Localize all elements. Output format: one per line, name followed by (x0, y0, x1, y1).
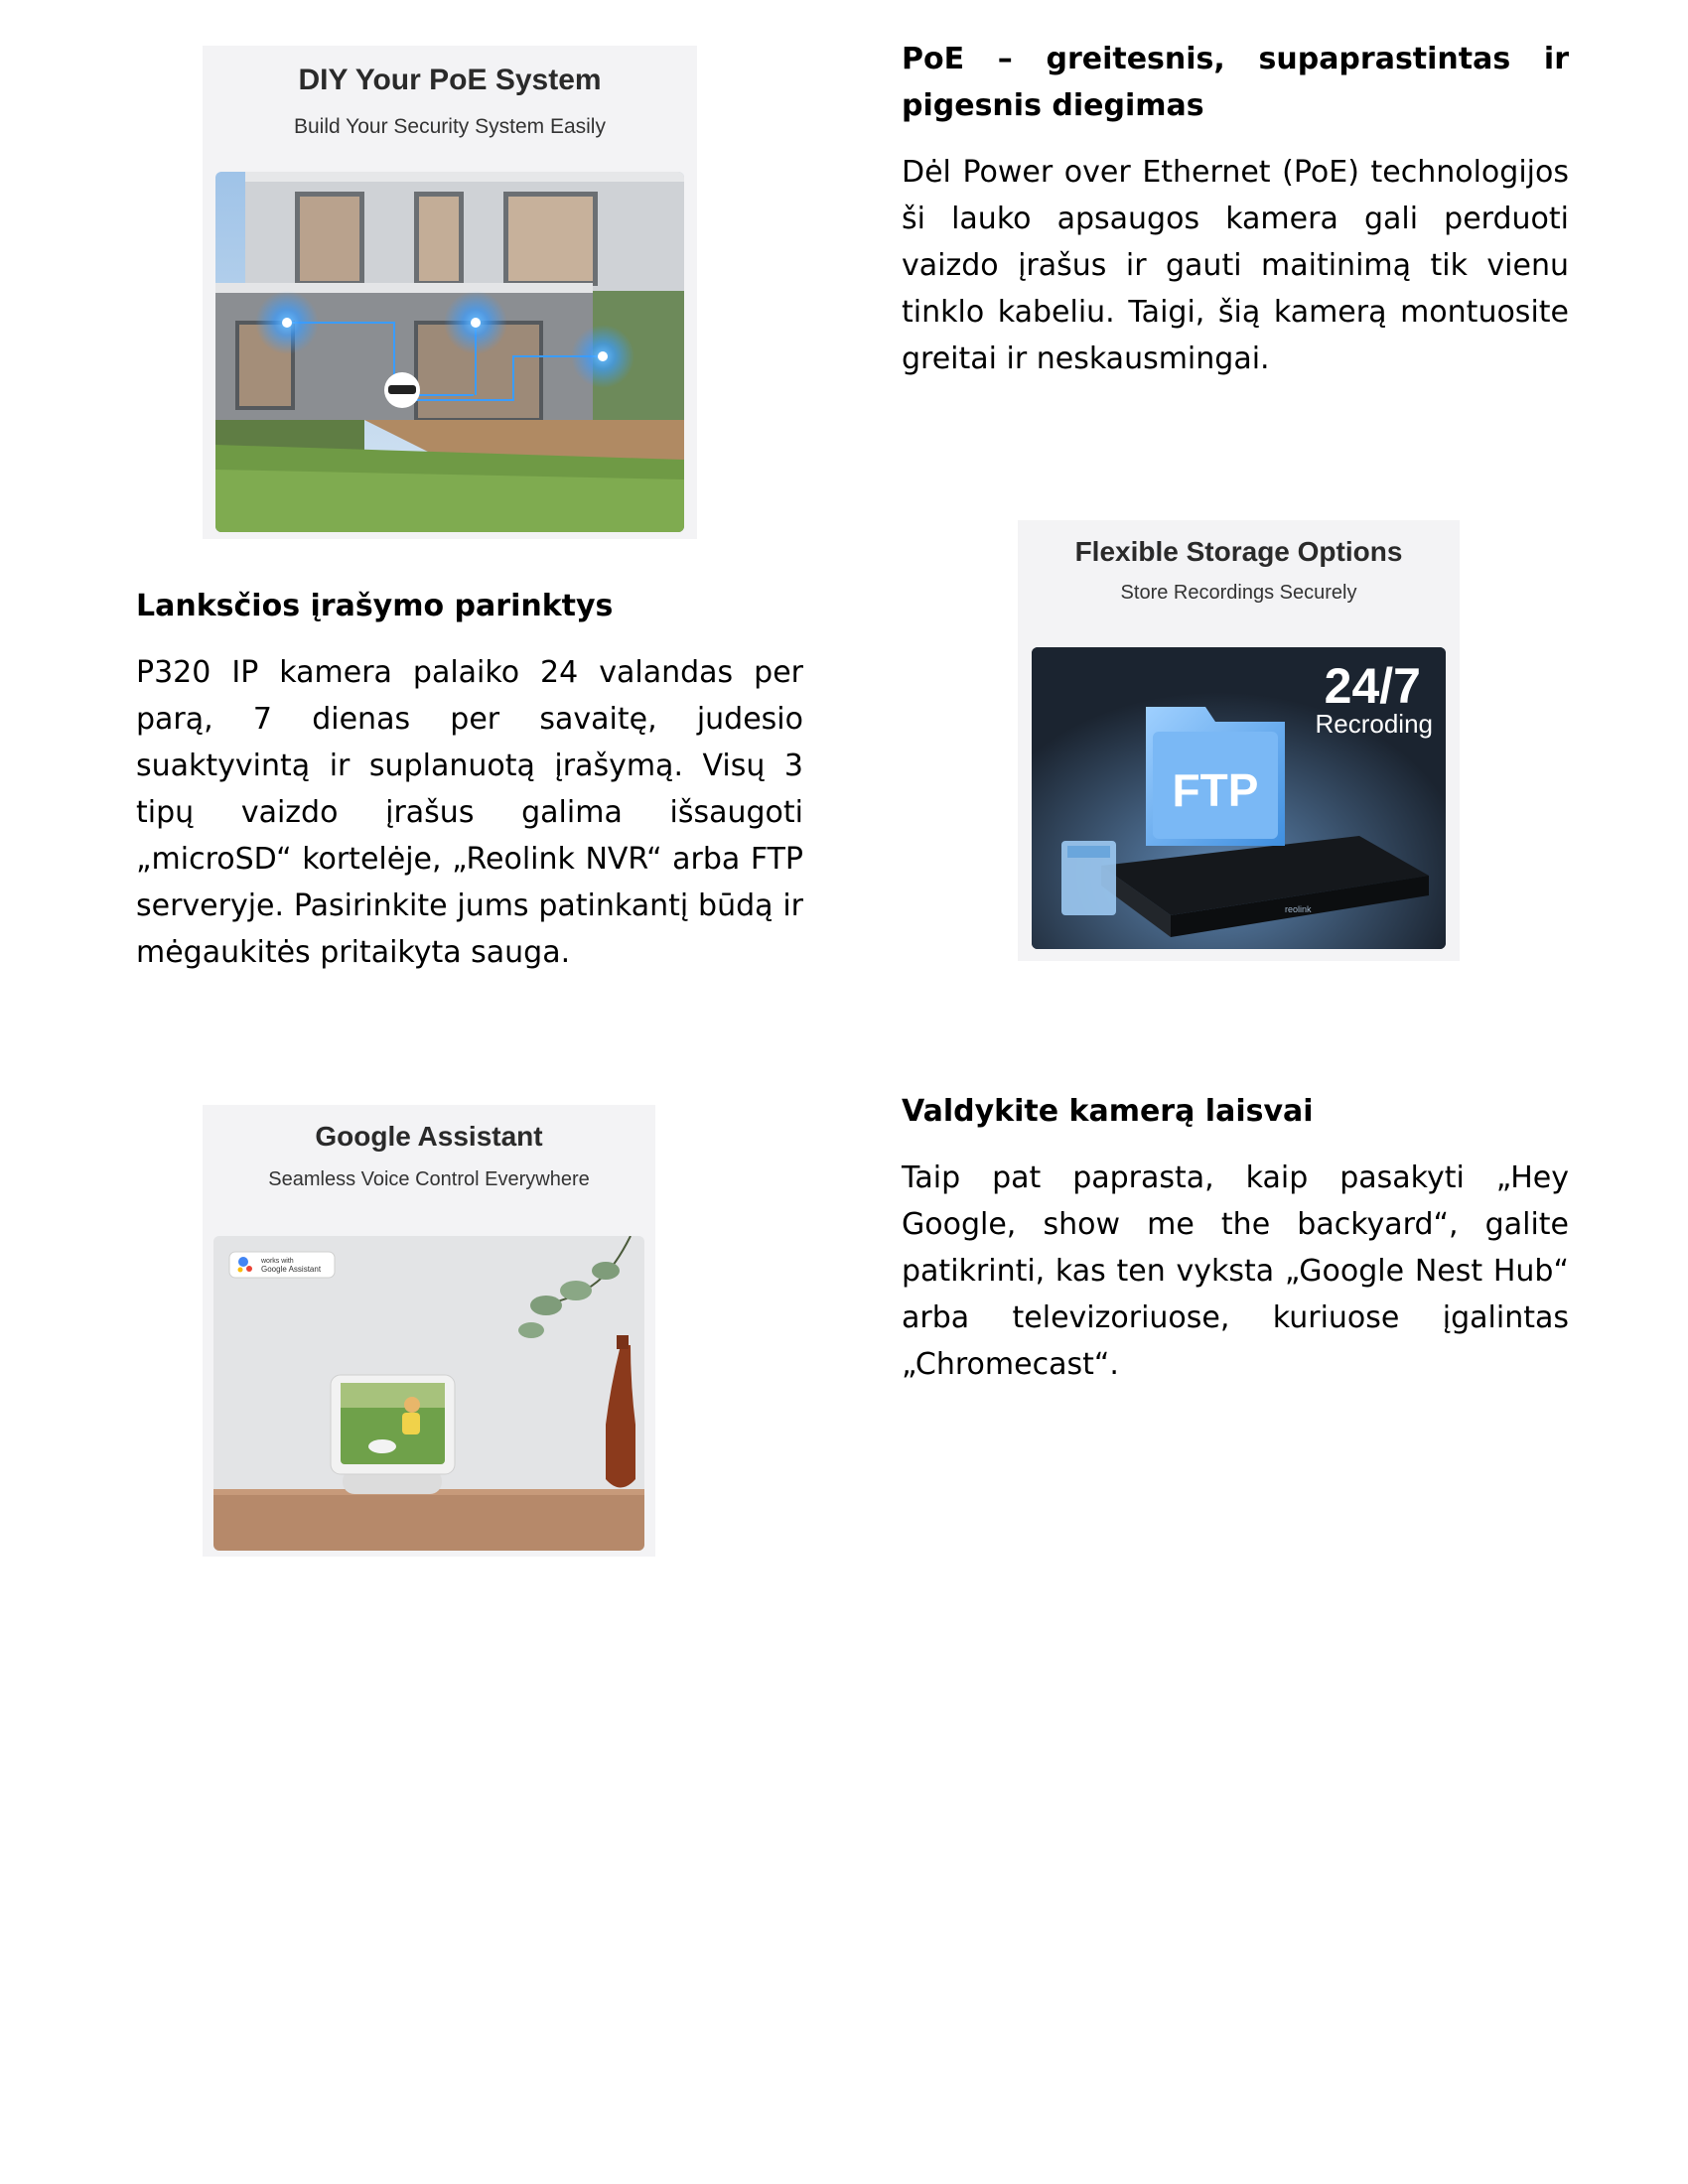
nvr-brand: reolink (1285, 904, 1312, 914)
recording-paragraph: P320 IP kamera palaiko 24 valandas per parą, 7 dienas per savaitę, judesio suaktyvintą ir suplanuotą įrašymą. Visų 3 tipų vaizdo įrašus galima išsaugoti „microSD“ kortelėje, „Reolink NVR“ arba FTP serveryje. Pasirinkite jums patinkantį būdą ir mėgaukitės pritaikyta sauga. (136, 655, 803, 970)
google-promo-title: Google Assistant (315, 1121, 543, 1152)
storage-promo-title: Flexible Storage Options (1074, 536, 1403, 567)
google-promo-image (203, 1105, 655, 1557)
google-badge-line2: Google Assistant (261, 1265, 322, 1274)
google-promo-subtitle: Seamless Voice Control Everywhere (268, 1168, 590, 1190)
poe-paragraph: Dėl Power over Ethernet (PoE) technologijos ši lauko apsaugos kamera gali perduoti vaizdo įrašus ir gauti maitinimą tik vienu tinklo kabeliu. Taigi, šią kamerą montuosite greitai ir neskausmingai. (902, 155, 1569, 376)
storage-promo-subtitle: Store Recordings Securely (1120, 582, 1357, 604)
control-paragraph: Taip pat paprasta, kaip pasakyti „Hey Google, show me the backyard“, galite patikrinti, kas ten vyksta „Google Nest Hub“ arba televizoriuose, kuriuose įgalintas „Chromecast“. (902, 1160, 1569, 1382)
recording-section (136, 583, 803, 976)
poe-promo-subtitle: Build Your Security System Easily (294, 115, 606, 138)
poe-section (902, 36, 1569, 382)
badge-big: 24/7 (1324, 658, 1421, 714)
badge-small: Recroding (1315, 709, 1433, 739)
recording-heading: Lanksčios įrašymo parinktys (136, 589, 614, 623)
google-badge-line1: works with (261, 1258, 294, 1265)
storage-promo-image (1018, 520, 1460, 961)
control-section (902, 1088, 1569, 1388)
poe-promo-title: DIY Your PoE System (298, 64, 602, 96)
storage-illustration (1032, 647, 1446, 949)
poe-promo-image (203, 46, 697, 539)
folder-label: FTP (1172, 764, 1259, 816)
house-illustration (215, 172, 684, 532)
control-heading: Valdykite kamerą laisvai (902, 1094, 1314, 1129)
poe-heading: PoE – greitesnis, supaprastintas ir pigesnis diegimas (902, 42, 1569, 123)
nest-hub-illustration (213, 1236, 644, 1551)
